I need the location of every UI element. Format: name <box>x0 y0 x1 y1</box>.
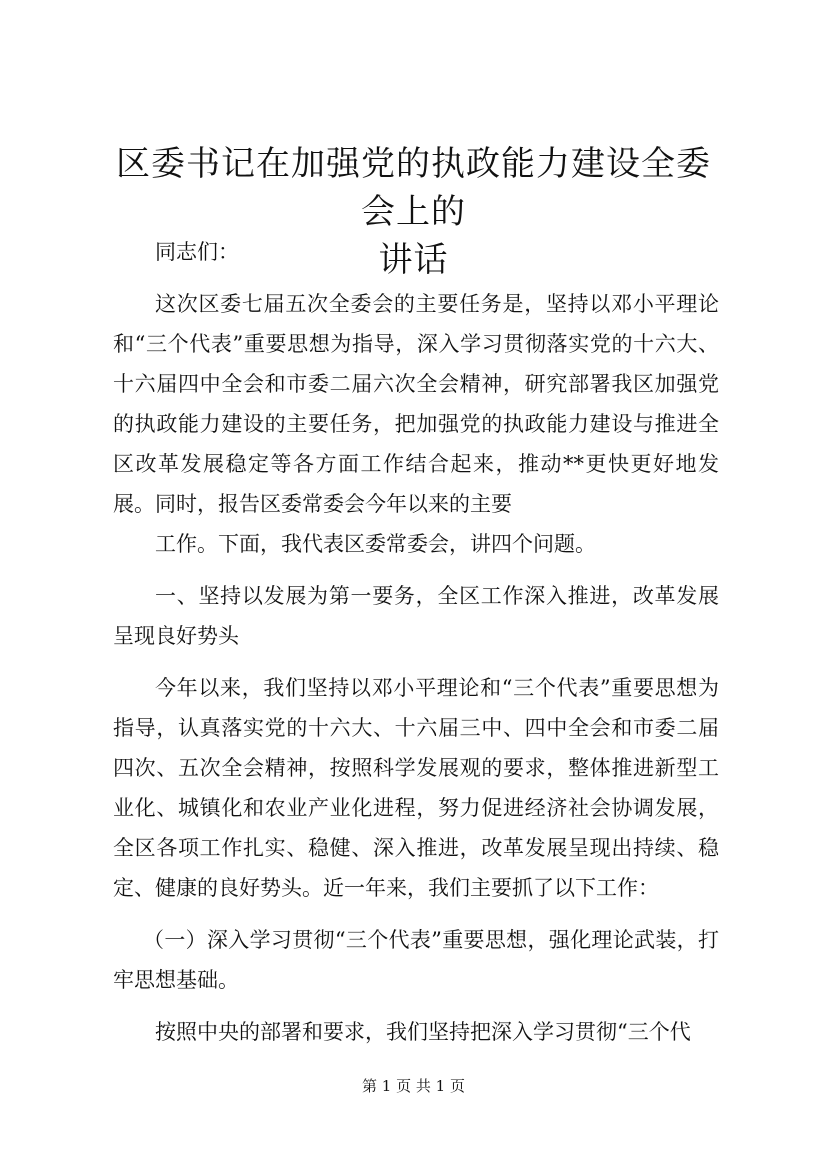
paragraph-intro-continued: 工作。下面，我代表区委常委会，讲四个问题。 <box>155 532 596 556</box>
title-line-2: 讲话 <box>378 240 449 280</box>
page-footer: 第 1 页 共 1 页 <box>362 1077 465 1095</box>
subsection-heading-1: （一）深入学习贯彻“三个代表”重要思想，强化理论武装，打牢思想基础。 <box>113 928 719 992</box>
document-body <box>113 232 719 1064</box>
salutation: 同志们： <box>155 240 239 264</box>
title-line-1: 区委书记在加强党的执政能力建设全委会上的 <box>116 144 711 232</box>
paragraph-subsection-1: 按照中央的部署和要求，我们坚持把深入学习贯彻“三个代 <box>155 1020 691 1044</box>
paragraph-intro: 这次区委七届五次全委会的主要任务是，坚持以邓小平理论和“三个代表”重要思想为指导，深入学习贯彻落实党的十六大、十六届四中全会和市委二届六次全会精神，研究部署我区加强党的执政能力建设的主要任务，把加强党的执政能力建设与推进全区改革发展稳定等各方面工作结合起来，推动**更快更好地发展。同时，报告区委常委会今年以来的主要 <box>113 292 719 516</box>
section-heading-1: 一、坚持以发展为第一要务，全区工作深入推进，改革发展呈现良好势头 <box>113 584 719 648</box>
paragraph-section-1: 今年以来，我们坚持以邓小平理论和“三个代表”重要思想为指导，认真落实党的十六大、十六届三中、四中全会和市委二届四次、五次全会精神，按照科学发展观的要求，整体推进新型工业化、城镇化和农业产业化进程，努力促进经济社会协调发展，全区各项工作扎实、稳健、深入推进，改革发展呈现出持续、稳定、健康的良好势头。近一年来，我们主要抓了以下工作： <box>113 676 719 900</box>
